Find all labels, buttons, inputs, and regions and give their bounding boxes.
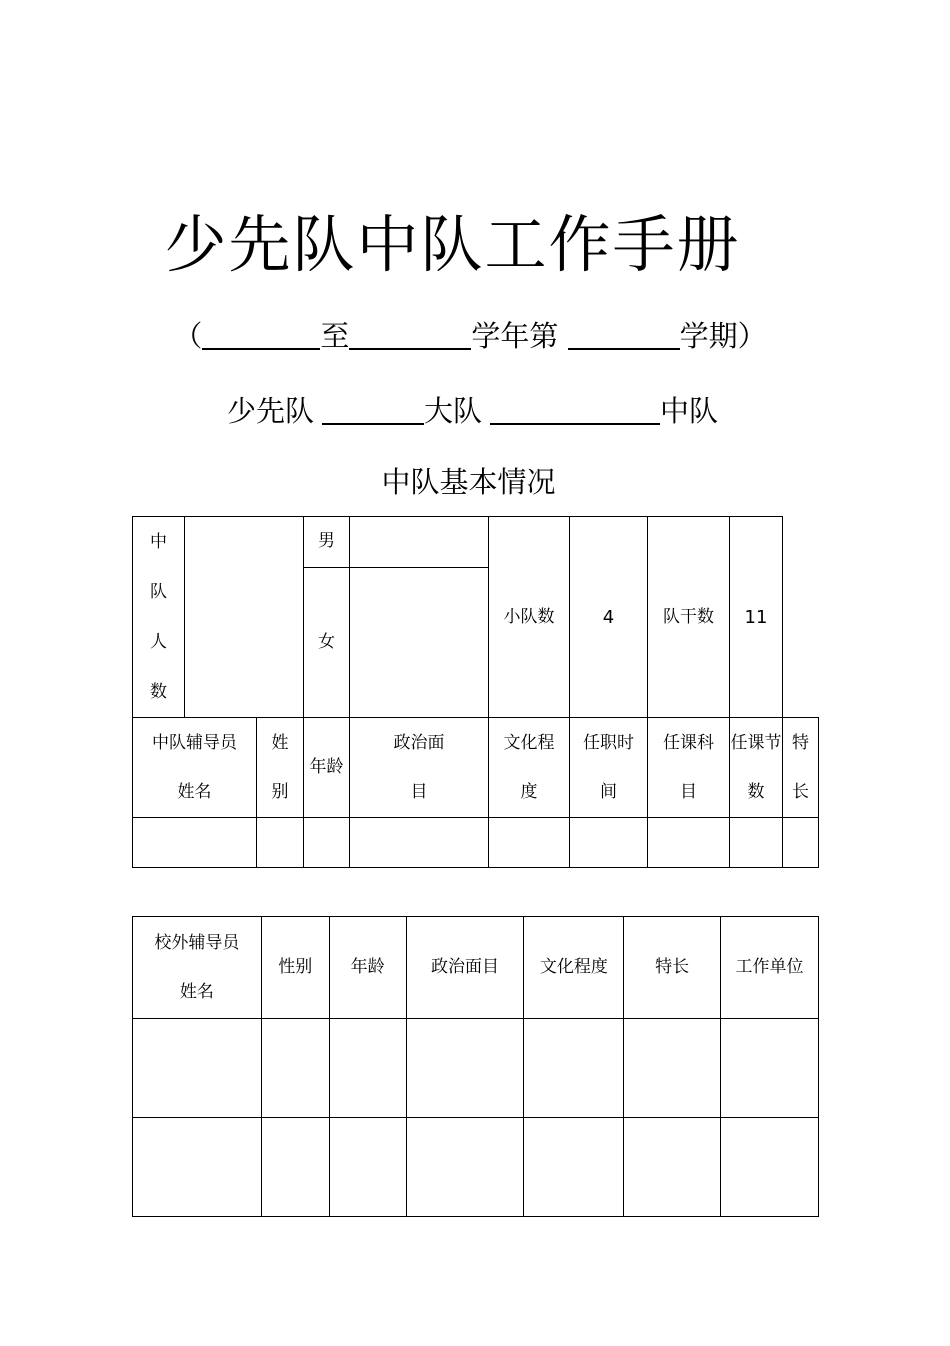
counselor-education-cell[interactable] bbox=[489, 818, 570, 868]
ext-workplace-cell[interactable] bbox=[721, 1019, 819, 1118]
open-paren: （ bbox=[173, 319, 203, 353]
member-count-cell[interactable] bbox=[185, 517, 304, 718]
male-label: 男 bbox=[304, 517, 350, 568]
ext-political-cell[interactable] bbox=[406, 1118, 524, 1217]
header-line: 度 bbox=[520, 781, 538, 802]
member-count-char: 队 bbox=[150, 582, 167, 602]
member-count-char: 人 bbox=[150, 632, 167, 652]
basic-info-table bbox=[132, 516, 819, 868]
counselor-name-cell[interactable] bbox=[133, 818, 257, 868]
header-line: 长 bbox=[792, 781, 809, 802]
counselor-specialty-cell[interactable] bbox=[783, 818, 819, 868]
cadre-count-label: 队干数 bbox=[648, 517, 730, 718]
ext-header-education: 文化程度 bbox=[524, 917, 624, 1019]
header-line: 目 bbox=[680, 781, 697, 802]
ext-name-cell[interactable] bbox=[133, 1019, 262, 1118]
header-age bbox=[304, 718, 350, 818]
ext-header-specialty: 特长 bbox=[624, 917, 721, 1019]
header-line: 数 bbox=[747, 781, 765, 802]
ext-header-name bbox=[133, 917, 262, 1019]
squadron-label: 中队 bbox=[660, 394, 719, 428]
brigade-blank[interactable] bbox=[322, 393, 424, 425]
header-line: 间 bbox=[600, 781, 617, 802]
header-class-hours bbox=[730, 718, 783, 818]
team-prefix: 少先队 bbox=[226, 394, 314, 428]
header-line: 年龄 bbox=[309, 757, 344, 777]
header-line: 目 bbox=[410, 781, 428, 802]
header-line: 校外辅导员 bbox=[154, 932, 240, 953]
year-term-label: 学年第 bbox=[471, 319, 559, 353]
header-political-status bbox=[350, 718, 489, 818]
header-line: 任职时 bbox=[583, 732, 634, 753]
counselor-tenure-cell[interactable] bbox=[570, 818, 648, 868]
header-line: 任课科 bbox=[663, 732, 714, 753]
header-line: 姓名 bbox=[177, 781, 212, 802]
header-line: 别 bbox=[271, 781, 289, 802]
squad-count-label: 小队数 bbox=[489, 517, 570, 718]
member-count-char: 数 bbox=[150, 682, 167, 702]
header-line: 文化程 bbox=[503, 732, 555, 753]
ext-education-cell[interactable] bbox=[524, 1019, 624, 1118]
counselor-hours-cell[interactable] bbox=[730, 818, 783, 868]
term-number-blank[interactable] bbox=[568, 318, 680, 350]
table-row bbox=[133, 1118, 819, 1217]
ext-education-cell[interactable] bbox=[524, 1118, 624, 1217]
header-counselor-name bbox=[133, 718, 257, 818]
ext-age-cell[interactable] bbox=[329, 1118, 406, 1217]
ext-gender-cell[interactable] bbox=[261, 1019, 329, 1118]
squad-count-value[interactable]: 4 bbox=[570, 517, 648, 718]
header-gender bbox=[257, 718, 304, 818]
header-education bbox=[489, 718, 570, 818]
header-subject bbox=[648, 718, 730, 818]
ext-gender-cell[interactable] bbox=[261, 1118, 329, 1217]
ext-age-cell[interactable] bbox=[329, 1019, 406, 1118]
ext-political-cell[interactable] bbox=[406, 1019, 524, 1118]
ext-header-gender: 性别 bbox=[261, 917, 329, 1019]
header-specialty bbox=[783, 718, 819, 818]
female-label: 女 bbox=[304, 567, 350, 718]
brigade-label: 大队 bbox=[423, 394, 482, 428]
document-title: 少先队中队工作手册 bbox=[164, 208, 741, 281]
table-row bbox=[133, 1019, 819, 1118]
male-count-cell[interactable] bbox=[350, 517, 489, 568]
ext-header-age: 年龄 bbox=[329, 917, 406, 1019]
team-line bbox=[0, 391, 945, 431]
ext-specialty-cell[interactable] bbox=[624, 1019, 721, 1118]
header-line: 姓 bbox=[271, 732, 289, 753]
term-label: 学期） bbox=[679, 319, 767, 353]
header-line: 姓名 bbox=[179, 981, 214, 1002]
ext-workplace-cell[interactable] bbox=[721, 1118, 819, 1217]
header-line: 特 bbox=[792, 732, 809, 753]
header-line: 中队辅导员 bbox=[152, 732, 237, 753]
external-counselor-table bbox=[132, 916, 819, 1217]
ext-header-political: 政治面目 bbox=[406, 917, 524, 1019]
member-count-char: 中 bbox=[150, 532, 167, 552]
counselor-subject-cell[interactable] bbox=[648, 818, 730, 868]
header-line: 任课节 bbox=[730, 732, 782, 753]
to-label: 至 bbox=[320, 319, 350, 353]
member-count-label bbox=[133, 517, 185, 718]
cadre-count-value[interactable]: 11 bbox=[730, 517, 783, 718]
ext-name-cell[interactable] bbox=[133, 1118, 262, 1217]
start-year-blank[interactable] bbox=[202, 318, 320, 350]
ext-specialty-cell[interactable] bbox=[624, 1118, 721, 1217]
section-title: 中队基本情况 bbox=[381, 465, 556, 499]
counselor-age-cell[interactable] bbox=[304, 818, 350, 868]
end-year-blank[interactable] bbox=[349, 318, 471, 350]
term-line bbox=[0, 316, 940, 356]
header-line: 政治面 bbox=[393, 732, 445, 753]
header-tenure bbox=[570, 718, 648, 818]
female-count-cell[interactable] bbox=[350, 567, 489, 718]
squadron-blank[interactable] bbox=[490, 393, 660, 425]
ext-header-workplace: 工作单位 bbox=[721, 917, 819, 1019]
counselor-gender-cell[interactable] bbox=[257, 818, 304, 868]
counselor-political-cell[interactable] bbox=[350, 818, 489, 868]
table-row bbox=[133, 818, 819, 868]
